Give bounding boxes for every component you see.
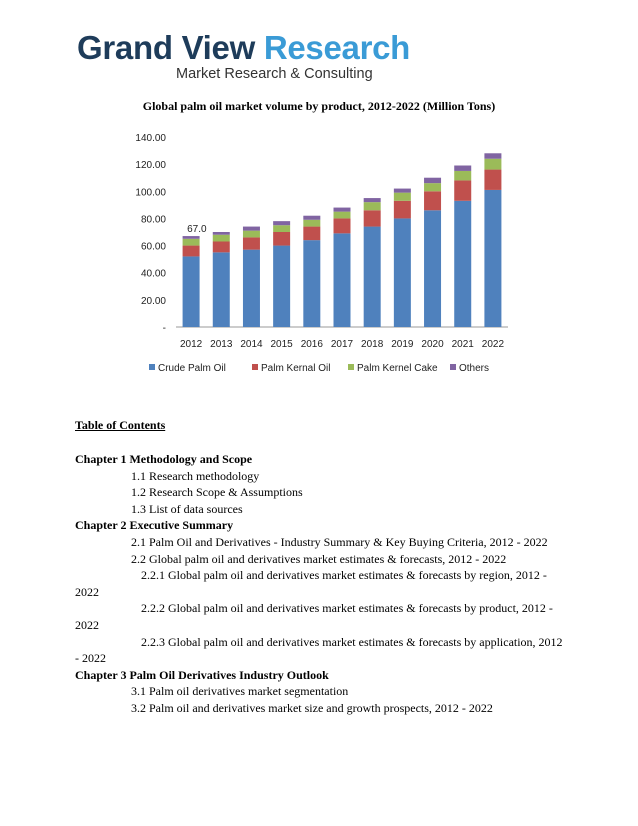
bar-segment <box>213 232 230 235</box>
logo-brand <box>77 30 410 66</box>
toc-chapter-3: Chapter 3 Palm Oil Derivatives Industry Outlook <box>75 667 329 682</box>
bar-segment <box>243 250 260 327</box>
legend-swatch <box>149 364 155 370</box>
logo-word-grand: Grand <box>77 29 173 66</box>
x-tick-label: 2016 <box>300 339 323 350</box>
bar-segment <box>273 246 290 327</box>
bar-segment <box>484 159 501 170</box>
bar-segment <box>183 246 200 257</box>
legend-swatch <box>450 364 456 370</box>
bar-segment <box>273 232 290 246</box>
y-tick-label: 20.00 <box>140 295 166 307</box>
toc-item-3-1: 3.1 Palm oil derivatives market segmentation <box>131 684 349 699</box>
bar-segment <box>364 198 381 202</box>
y-tick-label: 60.00 <box>140 241 166 253</box>
bar-segment <box>394 218 411 327</box>
legend-label: Palm Kernel Cake <box>357 363 438 374</box>
bar-segment <box>334 212 351 219</box>
x-tick-label: 2020 <box>421 339 444 350</box>
bar-segment <box>213 235 230 242</box>
x-tick-label: 2022 <box>481 339 505 350</box>
logo-tagline: Market Research & Consulting <box>176 66 373 82</box>
bar-segment <box>303 216 320 220</box>
x-tick-label: 2013 <box>210 339 233 350</box>
x-tick-label: 2015 <box>270 339 293 350</box>
toc-title: Table of Contents <box>75 418 166 432</box>
bar-segment <box>183 236 200 239</box>
bar-segment <box>243 231 260 238</box>
bar-segment <box>334 208 351 212</box>
legend-label: Crude Palm Oil <box>158 363 226 374</box>
bar-segment <box>243 237 260 249</box>
bar-segment <box>303 227 320 241</box>
toc-item-2-2: 2.2 Global palm oil and derivatives market estimates & forecasts, 2012 - 2022 <box>131 551 507 566</box>
grand-view-research-logo <box>77 29 411 82</box>
logo-word-research: Research <box>263 29 411 66</box>
bar-segment <box>454 201 471 327</box>
bar-segment <box>424 178 441 183</box>
bar-segment <box>364 210 381 226</box>
y-tick-label: 140.00 <box>135 133 166 144</box>
toc-item-2-1: 2.1 Palm Oil and Derivatives - Industry Summary & Key Buying Criteria, 2012 - 2022 <box>131 534 548 549</box>
toc-chapter-1: Chapter 1 Methodology and Scope <box>75 452 253 466</box>
bar-segment <box>243 227 260 231</box>
bar-segment <box>424 191 441 210</box>
x-tick-label: 2012 <box>179 339 203 350</box>
bar-segment <box>484 190 501 327</box>
x-tick-label: 2018 <box>361 339 384 350</box>
x-tick-label: 2014 <box>240 339 263 350</box>
legend-label: Others <box>459 363 490 374</box>
bar-segment <box>213 242 230 253</box>
y-tick-label: - <box>162 323 166 334</box>
toc-chapter-2: Chapter 2 Executive Summary <box>75 518 234 533</box>
bar-segment <box>454 180 471 200</box>
bar-segment <box>394 189 411 193</box>
bar-segment <box>484 170 501 190</box>
bar-segment <box>454 166 471 171</box>
bar-segment <box>334 233 351 327</box>
bar-segment <box>394 201 411 219</box>
stacked-bar-chart <box>120 125 530 385</box>
toc-item-1-1: 1.1 Research methodology <box>131 468 260 483</box>
bar-segment <box>183 239 200 246</box>
bar-segment <box>303 240 320 327</box>
bar-segment <box>394 193 411 201</box>
bar-segment <box>273 225 290 232</box>
bar-segment <box>364 227 381 327</box>
logo-word-view: View <box>181 29 255 66</box>
bar-segment <box>454 171 471 181</box>
bar-segment <box>273 221 290 225</box>
toc-item-1-3: 1.3 List of data sources <box>131 501 243 516</box>
legend-swatch <box>252 364 258 370</box>
bar-segment <box>303 220 320 227</box>
y-tick-label: 100.00 <box>135 187 166 199</box>
y-tick-label: 40.00 <box>140 268 166 280</box>
bar-segment <box>213 252 230 327</box>
legend-swatch <box>348 364 354 370</box>
x-tick-label: 2021 <box>451 339 474 350</box>
bar-segment <box>364 202 381 210</box>
table-of-contents <box>75 451 565 717</box>
bar-segment <box>424 210 441 327</box>
toc-item-2-2-3: 2.2.3 Global palm oil and derivatives market estimates & forecasts by application, 2012 - 2022 <box>75 634 563 666</box>
legend-label: Palm Kernal Oil <box>261 363 331 374</box>
data-label: 67.0 <box>187 224 207 236</box>
x-tick-label: 2017 <box>330 339 354 350</box>
toc-item-3-2: 3.2 Palm oil and derivatives market size and growth prospects, 2012 - 2022 <box>131 700 493 715</box>
bar-segment <box>183 256 200 327</box>
bar-segment <box>334 218 351 233</box>
bar-segment <box>484 153 501 158</box>
chart-title: Global palm oil market volume by product, 2012-2022 (Million Tons) <box>142 99 496 113</box>
toc-item-1-2: 1.2 Research Scope & Assumptions <box>131 485 303 500</box>
toc-item-2-2-1: 2.2.1 Global palm oil and derivatives market estimates & forecasts by region, 2012 - 2022 <box>75 568 547 599</box>
y-tick-label: 120.00 <box>135 160 166 172</box>
bar-segment <box>424 183 441 191</box>
x-tick-label: 2019 <box>391 339 414 350</box>
toc-item-2-2-2: 2.2.2 Global palm oil and derivatives market estimates & forecasts by product, 2012 - 2022 <box>75 601 553 632</box>
y-tick-label: 80.00 <box>140 214 166 226</box>
